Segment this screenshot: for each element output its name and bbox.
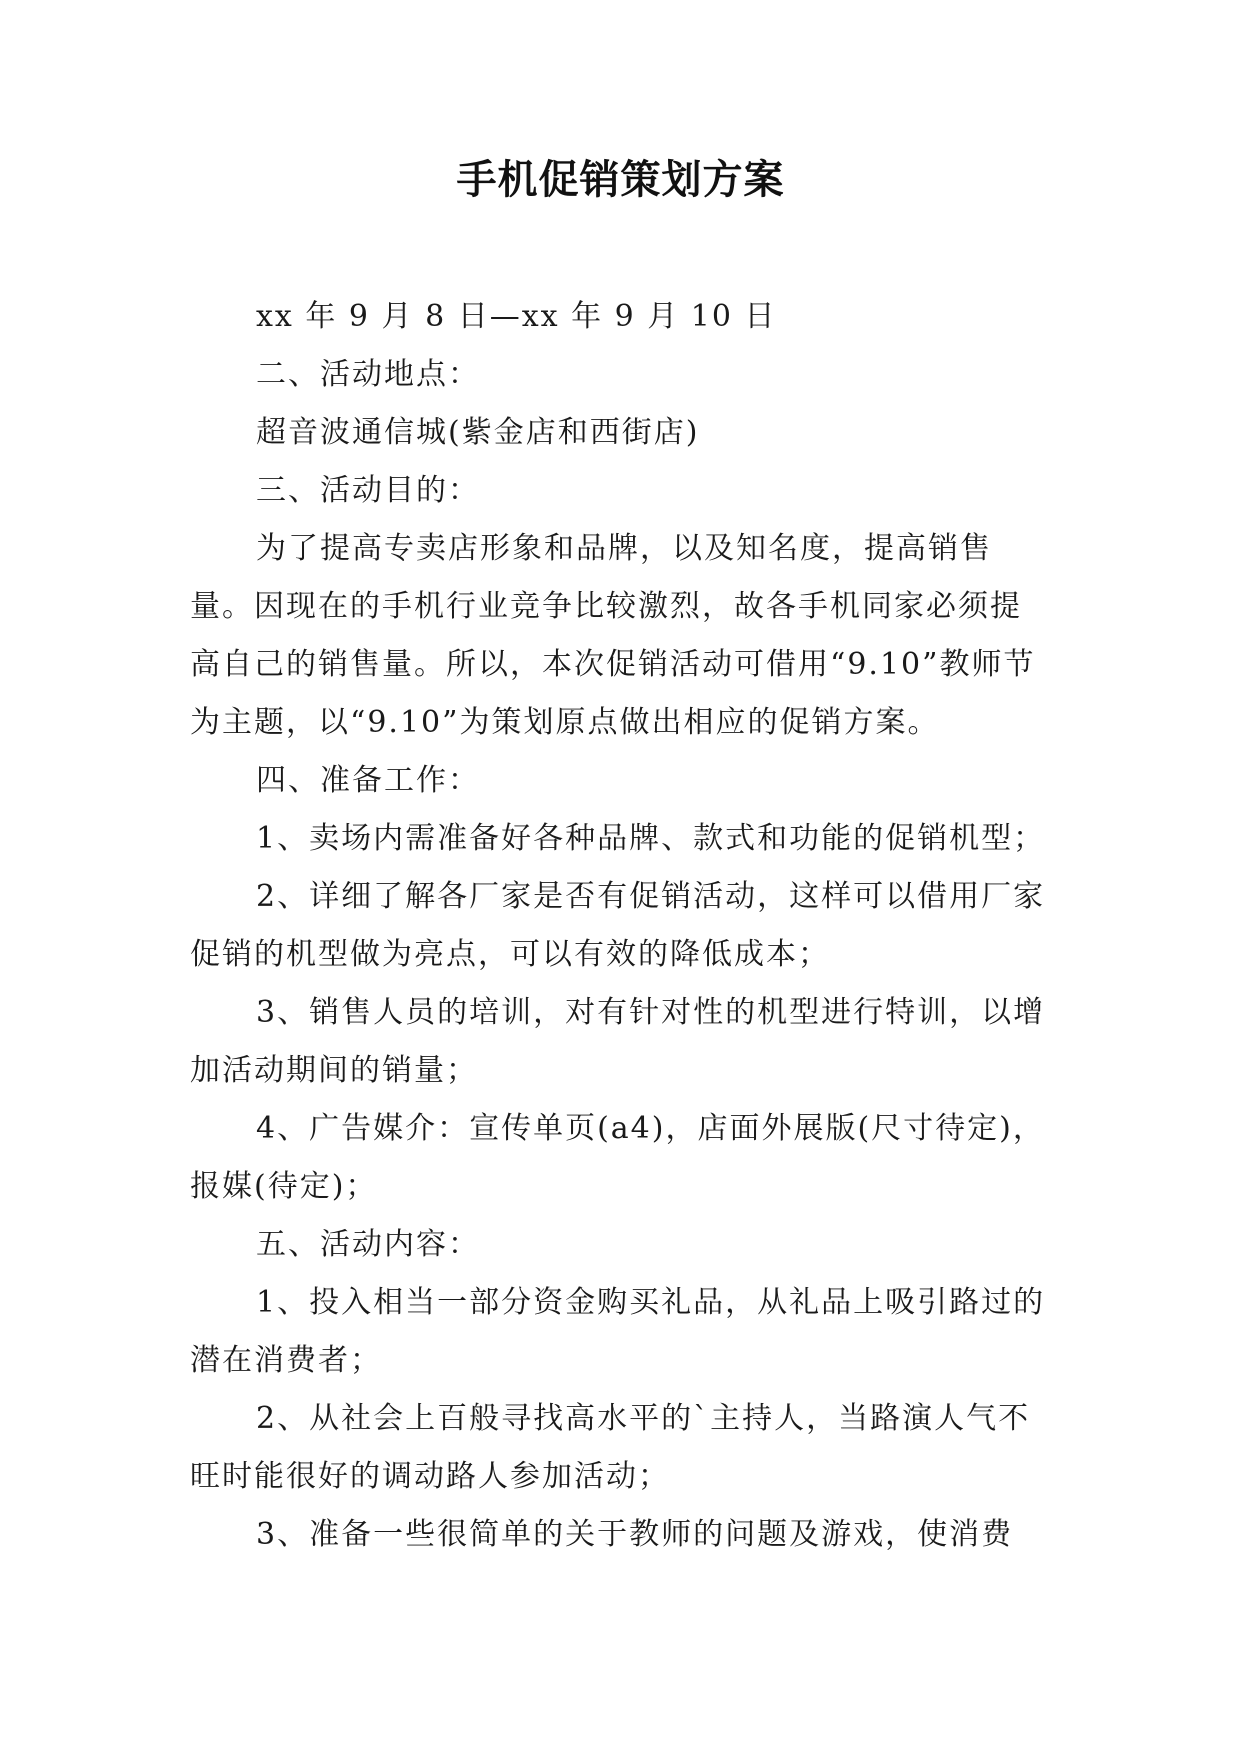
document-title: 手机促销策划方案	[456, 157, 785, 203]
paragraph-purpose: 为了提高专卖店形象和品牌，以及知名度，提高销售量。因现在的手机行业竞争比较激烈，故各手机同家必须提高自己的销售量。所以，本次促销活动可借用“9.10”教师节为主题，以“9.10”为策划原点做出相应的促销方案。	[190, 531, 1036, 740]
paragraph-date-range: xx 年 9 月 8 日—xx 年 9 月 10 日	[256, 299, 777, 334]
content-item-1: 1、投入相当一部分资金购买礼品，从礼品上吸引路过的潜在消费者；	[190, 1285, 1046, 1378]
preparation-item-4: 4、广告媒介：宣传单页(a4)，店面外展版(尺寸待定)，报媒(待定)；	[190, 1111, 1045, 1204]
paragraph-location: 超音波通信城(紫金店和西街店)	[256, 415, 700, 450]
heading-preparation: 四、准备工作：	[256, 763, 480, 798]
preparation-item-3: 3、销售人员的培训，对有针对性的机型进行特训，以增加活动期间的销量；	[190, 995, 1046, 1088]
heading-purpose: 三、活动目的：	[256, 473, 480, 508]
heading-location: 二、活动地点：	[256, 357, 480, 392]
content-item-2: 2、从社会上百般寻找高水平的`主持人，当路演人气不旺时能很好的调动路人参加活动；	[190, 1401, 1031, 1494]
content-item-3: 3、准备一些很简单的关于教师的问题及游戏，使消费	[256, 1517, 1014, 1552]
preparation-item-1: 1、卖场内需准备好各种品牌、款式和功能的促销机型；	[256, 821, 1046, 856]
heading-content: 五、活动内容：	[256, 1227, 480, 1262]
preparation-item-2: 2、详细了解各厂家是否有促销活动，这样可以借用厂家促销的机型做为亮点，可以有效的降低成本；	[190, 879, 1046, 972]
document-body	[190, 288, 1050, 1564]
